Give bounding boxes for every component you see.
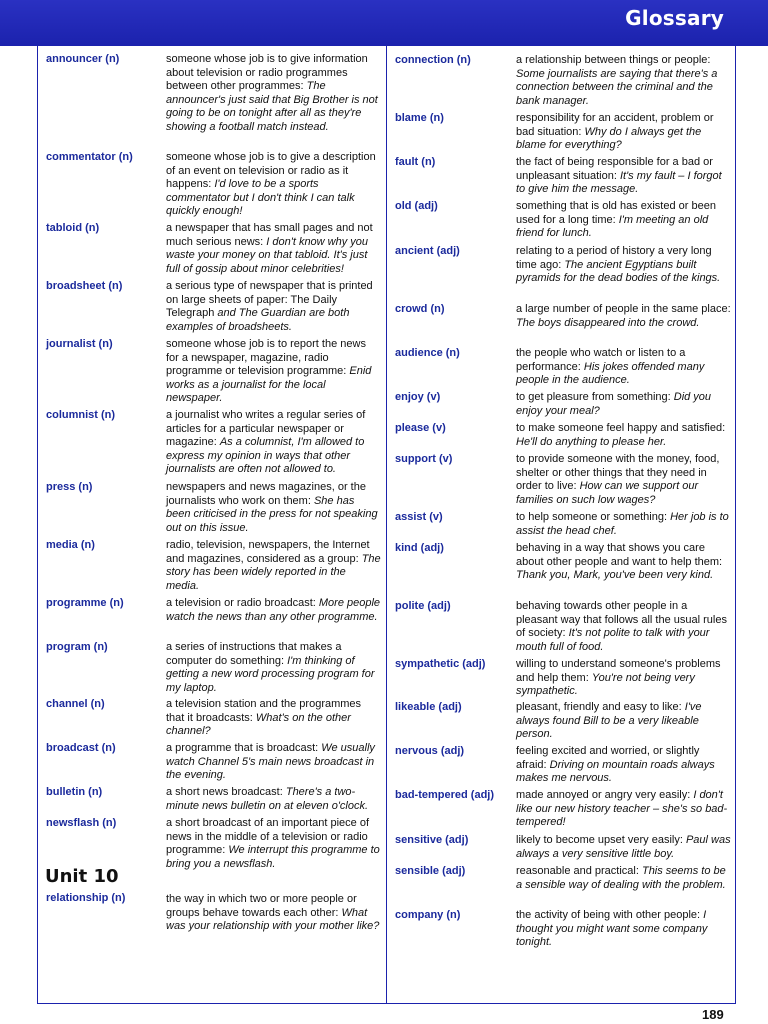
glossary-term: newsflash (n) xyxy=(46,817,117,829)
glossary-term: kind (adj) xyxy=(395,542,444,554)
glossary-term: crowd (n) xyxy=(395,303,445,315)
glossary-definition: a television station and the programmes that it broadcasts: What's on the other channel? xyxy=(166,698,362,737)
glossary-term: fault (n) xyxy=(395,156,436,168)
glossary-definition: a newspaper that has small pages and not much serious news: I don't know why you waste your money on that tabloid. It's just full of gossip about minor celebrities! xyxy=(166,222,373,275)
glossary-definition: a short news broadcast: There's a two-minute news bulletin on at eleven o'clock. xyxy=(166,786,369,812)
glossary-definition: someone whose job is to report the news for a newspaper, magazine, radio programme or television programme: Enid works as a journalist for the local newspaper. xyxy=(166,338,372,404)
glossary-definition: made annoyed or angry very easily: I don't like our new history teacher – she's so bad-tempered! xyxy=(516,789,728,828)
glossary-term: program (n) xyxy=(46,641,108,653)
glossary-definition: reasonable and practical: This seems to be a sensible way of dealing with the problem. xyxy=(516,865,726,891)
glossary-definition: a series of instructions that makes a computer do something: I'm thinking of getting a new word processing program for my laptop. xyxy=(166,641,375,694)
glossary-term: bad-tempered (adj) xyxy=(395,789,495,801)
glossary-definition: willing to understand someone's problems and help them: You're not being very sympathetic. xyxy=(516,658,721,697)
glossary-definition: the activity of being with other people: I thought you might want some company tonight. xyxy=(516,909,708,948)
glossary-definition: behaving towards other people in a pleasant way that follows all the usual rules of society: It's not polite to talk with your mouth full of food. xyxy=(516,600,727,653)
glossary-definition: feeling excited and worried, or slightly afraid: Driving on mountain roads always makes me nervous. xyxy=(516,745,715,784)
glossary-definition: something that is old has existed or been used for a long time: I'm meeting an old friend for lunch. xyxy=(516,200,716,239)
glossary-term: audience (n) xyxy=(395,347,460,359)
column-divider xyxy=(386,46,387,1004)
glossary-term: broadsheet (n) xyxy=(46,280,123,292)
glossary-term: columnist (n) xyxy=(46,409,116,421)
glossary-definition: someone whose job is to give a description of an event on television or radio as it happens: I'd love to be a sports commentator but I don't think I can talk quickly enough! xyxy=(166,151,376,217)
glossary-term: relationship (n) xyxy=(46,892,126,904)
glossary-term: tabloid (n) xyxy=(46,222,100,234)
glossary-term: press (n) xyxy=(46,481,93,493)
glossary-term: company (n) xyxy=(395,909,461,921)
glossary-definition: a serious type of newspaper that is printed on large sheets of paper: The Daily Telegraph and The Guardian are both examples of broadsheets. xyxy=(166,280,373,333)
glossary-definition: a short broadcast of an important piece of news in the middle of a television or radio programme: We interrupt this programme to bring you a newsflash. xyxy=(166,817,380,870)
glossary-term: enjoy (v) xyxy=(395,391,441,403)
glossary-term: blame (n) xyxy=(395,112,444,124)
unit-heading: Unit 10 xyxy=(45,866,119,887)
glossary-definition: to make someone feel happy and satisfied: He'll do anything to please her. xyxy=(516,422,726,448)
glossary-definition: a television or radio broadcast: More people watch the news than any other programme. xyxy=(166,597,381,623)
glossary-term: assist (v) xyxy=(395,511,443,523)
glossary-term: ancient (adj) xyxy=(395,245,460,257)
glossary-definition: responsibility for an accident, problem or bad situation: Why do I always get the blame for everything? xyxy=(516,112,714,151)
glossary-term: nervous (adj) xyxy=(395,745,465,757)
glossary-definition: newspapers and news magazines, or the journalists who work on them: She has been criticised in the press for not speaking out on this issue. xyxy=(166,481,378,534)
glossary-term: sensible (adj) xyxy=(395,865,466,877)
glossary-term: announcer (n) xyxy=(46,53,120,65)
glossary-term: sympathetic (adj) xyxy=(395,658,486,670)
glossary-term: likeable (adj) xyxy=(395,701,462,713)
glossary-definition: the people who watch or listen to a performance: His jokes offended many people in the audience. xyxy=(516,347,705,386)
glossary-definition: to get pleasure from something: Did you enjoy your meal? xyxy=(516,391,712,417)
glossary-definition: a relationship between things or people: Some journalists are saying that there's a connection between the criminal and the bank manager. xyxy=(516,54,718,107)
glossary-definition: to help someone or something: Her job is to assist the head chef. xyxy=(516,511,729,537)
glossary-term: media (n) xyxy=(46,539,95,551)
glossary-term: programme (n) xyxy=(46,597,124,609)
glossary-definition: someone whose job is to give information about television or radio programmes between other programmes: The announcer's just said that Big Brother is not going to be on tonight after all as they're showing a football match instead. xyxy=(166,53,378,133)
glossary-term: connection (n) xyxy=(395,54,471,66)
glossary-term: please (v) xyxy=(395,422,446,434)
glossary-definition: pleasant, friendly and easy to like: I've always found Bill to be a very likeable person. xyxy=(516,701,702,740)
glossary-term: support (v) xyxy=(395,453,453,465)
glossary-definition: the fact of being responsible for a bad or unpleasant situation: It's my fault – I forgot to give him the message. xyxy=(516,156,722,195)
glossary-definition: a large number of people in the same place: The boys disappeared into the crowd. xyxy=(516,303,731,329)
glossary-term: channel (n) xyxy=(46,698,105,710)
glossary-definition: likely to become upset very easily: Paul was always a very sensitive little boy. xyxy=(516,834,731,860)
glossary-header-bar xyxy=(0,0,768,46)
glossary-term: broadcast (n) xyxy=(46,742,116,754)
glossary-definition: behaving in a way that shows you care about other people and want to help them: Thank you, Mark, you've been very kind. xyxy=(516,542,723,581)
glossary-term: sensitive (adj) xyxy=(395,834,469,846)
glossary-term: old (adj) xyxy=(395,200,438,212)
glossary-definition: to provide someone with the money, food, shelter or other things that they need in order to live: How can we support our families on such low wages? xyxy=(516,453,720,506)
glossary-definition: radio, television, newspapers, the Internet and magazines, considered as a group: The story has been widely reported in the media. xyxy=(166,539,381,592)
glossary-definition: the way in which two or more people or groups behave towards each other: What was your relationship with your mother like? xyxy=(166,893,380,932)
glossary-term: journalist (n) xyxy=(46,338,113,350)
glossary-term: polite (adj) xyxy=(395,600,451,612)
glossary-term: bulletin (n) xyxy=(46,786,103,798)
glossary-definition: a programme that is broadcast: We usually watch Channel 5's main news broadcast in the evening. xyxy=(166,742,375,781)
glossary-definition: relating to a period of history a very long time ago: The ancient Egyptians built pyramids for the dead bodies of the kings. xyxy=(516,245,721,284)
glossary-definition: a journalist who writes a regular series of articles for a particular newspaper or magazine: As a columnist, I'm allowed to express my opinion in ways that other journalists are often not allowed to. xyxy=(166,409,366,475)
page-title: Glossary xyxy=(625,6,724,30)
page-number: 189 xyxy=(702,1007,724,1022)
glossary-term: commentator (n) xyxy=(46,151,133,163)
